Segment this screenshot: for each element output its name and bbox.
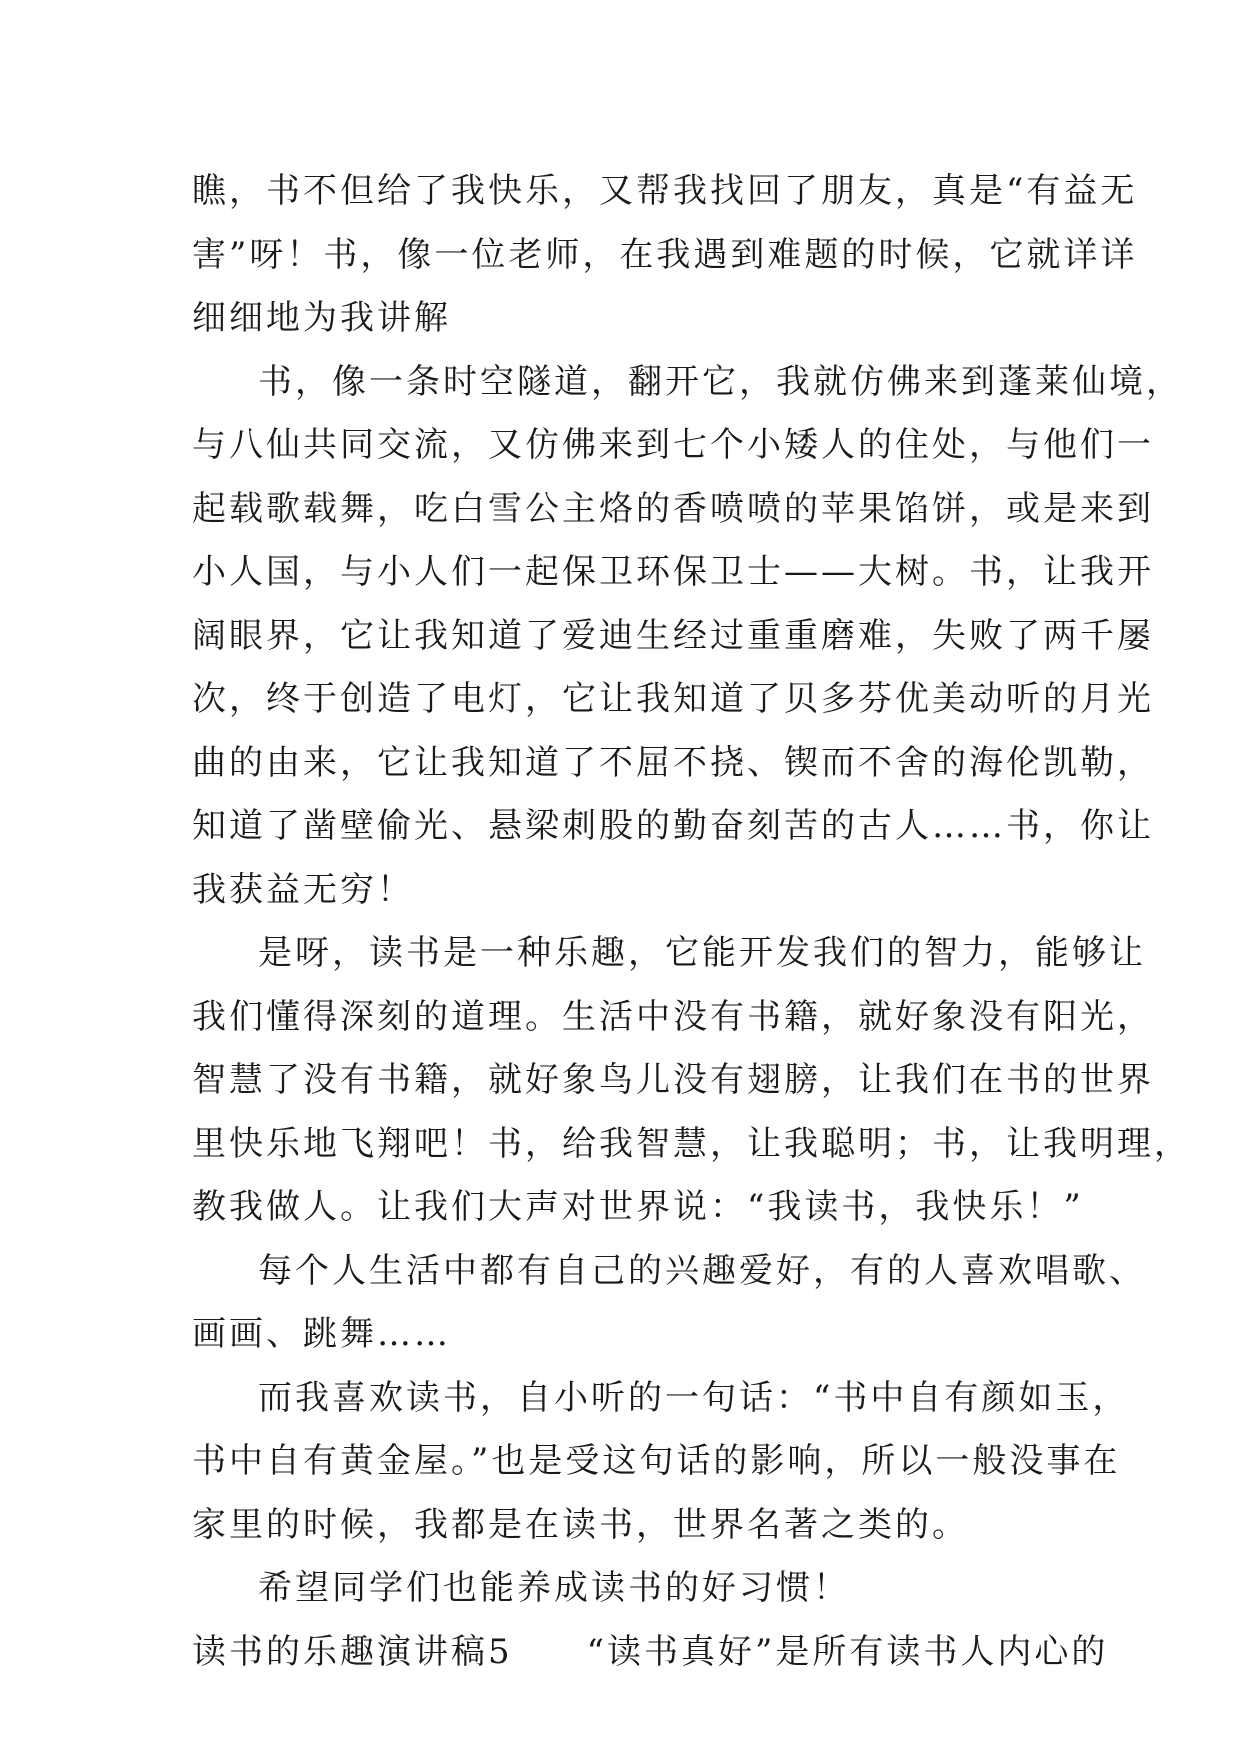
text-line: 我获益无穷！ <box>192 869 414 910</box>
text-line: 次，终于创造了电灯，它让我知道了贝多芬优美动听的月光 <box>192 679 1154 719</box>
text-line: 起载歌载舞，吃白雪公主烙的香喷喷的苹果馅饼，或是来到 <box>192 488 1154 529</box>
document-body <box>192 160 1191 1684</box>
text-line: 希望同学们也能养成读书的好习惯！ <box>258 1568 850 1608</box>
text-line: 是呀，读书是一种乐趣，它能开发我们的智力，能够让 <box>258 933 1146 973</box>
text-line: 阔眼界，它让我知道了爱迪生经过重重磨难，失败了两千屡 <box>192 615 1154 656</box>
text-line: 教我做人。让我们大声对世界说：“我读书，我快乐！” <box>192 1187 1084 1227</box>
text-line: 书，像一条时空隧道，翻开它，我就仿佛来到蓬莱仙境， <box>258 361 1183 402</box>
text-line: 家里的时候，我都是在读书，世界名著之类的。 <box>192 1504 969 1545</box>
text-line: 瞧，书不但给了我快乐，又帮我找回了朋友，真是“有益无 <box>192 171 1138 211</box>
text-line: 细细地为我讲解 <box>192 298 451 338</box>
text-line: 知道了凿壁偷光、悬梁刺股的勤奋刻苦的古人……书，你让 <box>192 806 1154 846</box>
text-line: 智慧了没有书籍，就好象鸟儿没有翅膀，让我们在书的世界 <box>192 1060 1154 1100</box>
text-line: 而我喜欢读书，自小听的一句话：“书中自有颜如玉， <box>258 1377 1130 1418</box>
text-line: 小人国，与小人们一起保卫环保卫士——大树。书，让我开 <box>192 552 1154 592</box>
text-line: 画画、跳舞…… <box>192 1314 451 1354</box>
text-line: 曲的由来，它让我知道了不屈不挠、锲而不舍的海伦凯勒， <box>192 742 1154 783</box>
text-line: 害”呀！书，像一位老师，在我遇到难题的时候，它就详详 <box>192 234 1138 275</box>
text-line: 每个人生活中都有自己的兴趣爱好，有的人喜欢唱歌、 <box>258 1250 1146 1291</box>
text-line: 书中自有黄金屋。”也是受这句话的影响，所以一般没事在 <box>192 1441 1121 1481</box>
text-line: 我们懂得深刻的道理。生活中没有书籍，就好象没有阳光， <box>192 996 1154 1037</box>
text-line: 里快乐地飞翔吧！书，给我智慧，让我聪明；书，让我明理， <box>192 1123 1191 1164</box>
text-line: 与八仙共同交流，又仿佛来到七个小矮人的住处，与他们一 <box>192 425 1154 465</box>
text-line: 读书的乐趣演讲稿5 “读书真好”是所有读书人内心的 <box>192 1631 1109 1672</box>
